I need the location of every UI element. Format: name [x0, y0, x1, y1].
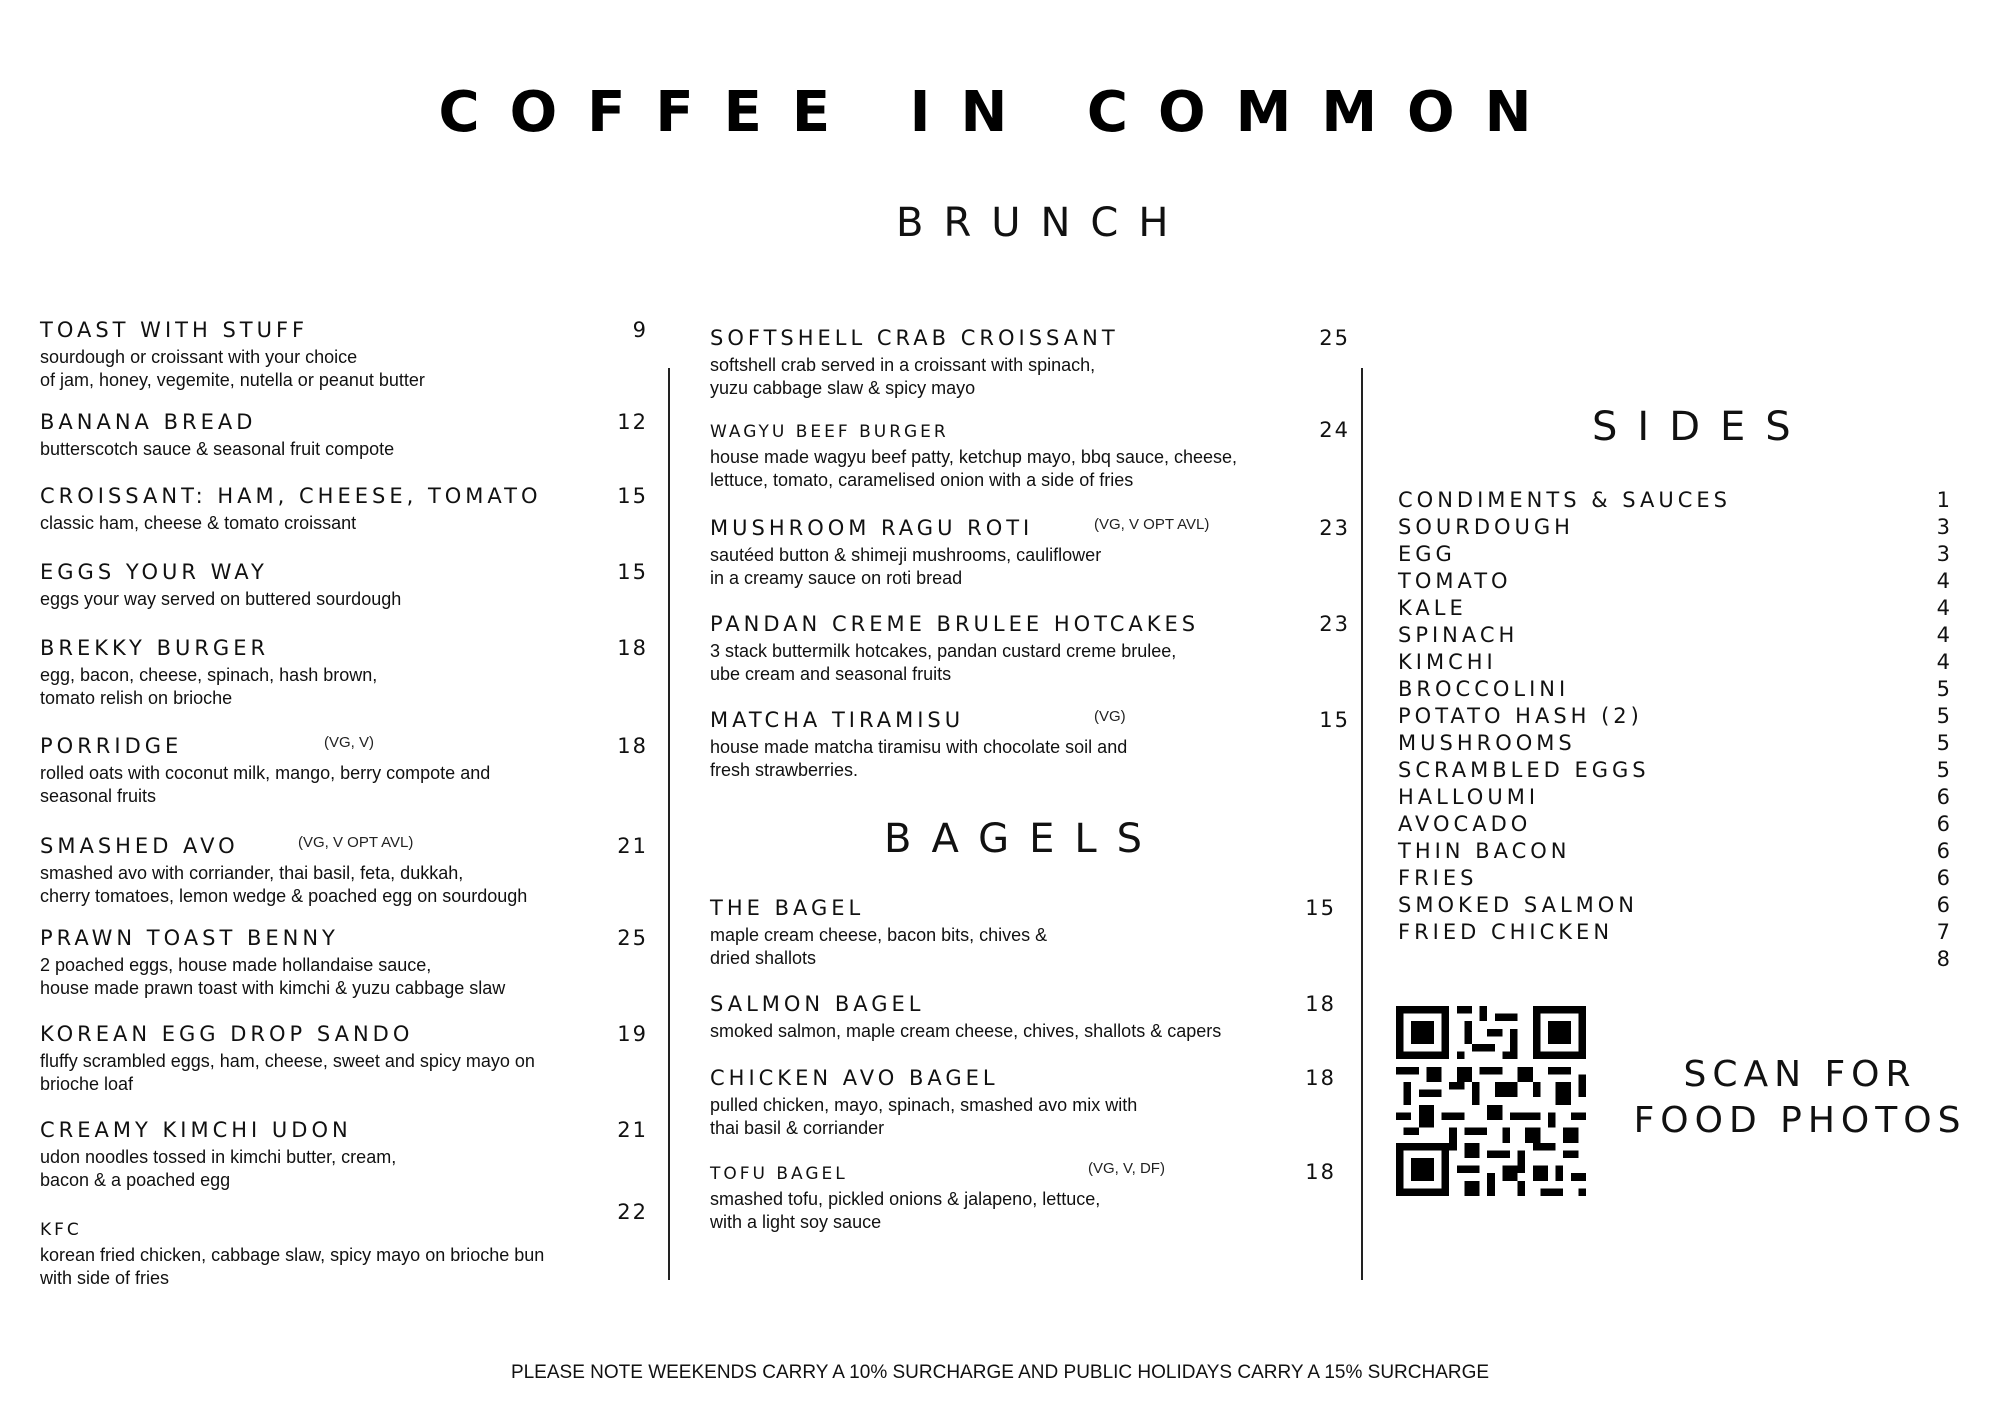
item-description: fluffy scrambled eggs, ham, cheese, sweet and spicy mayo on brioche loaf: [40, 1051, 535, 1094]
side-item: SCRAMBLED EGGS 5: [1398, 758, 1950, 782]
side-item: TOMATO 4: [1398, 569, 1950, 593]
side-item: MUSHROOMS 5: [1398, 731, 1950, 755]
item-name: CHICKEN AVO BAGEL: [710, 1066, 999, 1090]
side-item: AVOCADO 6: [1398, 812, 1950, 836]
item-price: 23: [1319, 516, 1350, 540]
item-price: 18: [1305, 1160, 1336, 1184]
item-price: 18: [1305, 992, 1336, 1016]
item-description: house made wagyu beef patty, ketchup mayo, bbq sauce, cheese, lettuce, tomato, caramelised onion with a side of fries: [710, 447, 1238, 490]
item-name: CREAMY KIMCHI UDON: [40, 1118, 352, 1142]
item-description: sourdough or croissant with your choice of jam, honey, vegemite, nutella or peanut butter: [40, 347, 425, 390]
item-price: 21: [617, 834, 648, 858]
item-price: 9: [632, 318, 648, 342]
item-name: PANDAN CREME BRULEE HOTCAKES: [710, 612, 1200, 636]
item-description: pulled chicken, mayo, spinach, smashed avo mix with thai basil & corriander: [710, 1095, 1138, 1138]
sides-list: [1398, 488, 1958, 974]
item-name: PORRIDGE: [40, 734, 183, 758]
item-price: 24: [1319, 418, 1350, 442]
column-divider-left: [668, 368, 670, 1280]
item-description: eggs your way served on buttered sourdough: [40, 589, 402, 609]
item-description: 2 poached eggs, house made hollandaise sauce, house made prawn toast with kimchi & yuzu cabbage slaw: [40, 955, 506, 998]
item-description: sautéed button & shimeji mushrooms, cauliflower in a creamy sauce on roti bread: [710, 545, 1102, 588]
item-name: SOFTSHELL CRAB CROISSANT: [710, 326, 1119, 350]
item-description: udon noodles tossed in kimchi butter, cream, bacon & a poached egg: [40, 1147, 397, 1190]
item-name: BREKKY BURGER: [40, 636, 270, 660]
dietary-tag: (VG, V): [324, 734, 375, 751]
item-name: MATCHA TIRAMISU: [710, 708, 965, 732]
dietary-tag: (VG, V, DF): [1088, 1160, 1165, 1177]
side-item: KALE 4: [1398, 596, 1950, 620]
dietary-tag: (VG, V OPT AVL): [298, 834, 414, 851]
dietary-tag: (VG, V OPT AVL): [1094, 516, 1210, 533]
side-item: BROCCOLINI 5: [1398, 677, 1950, 701]
item-description: rolled oats with coconut milk, mango, berry compote and seasonal fruits: [40, 763, 491, 806]
side-item: HALLOUMI 6: [1398, 785, 1950, 809]
item-name: THE BAGEL: [710, 896, 865, 920]
item-name: EGGS YOUR WAY: [40, 560, 268, 584]
item-description: classic ham, cheese & tomato croissant: [40, 513, 357, 533]
item-name: KOREAN EGG DROP SANDO: [40, 1022, 414, 1046]
item-price: 18: [617, 734, 648, 758]
item-price: 22: [617, 1200, 648, 1224]
brunch-heading: BRUNCH: [896, 200, 1189, 246]
item-description: korean fried chicken, cabbage slaw, spicy mayo on brioche bun with side of fries: [40, 1245, 545, 1288]
item-price: 12: [617, 410, 648, 434]
item-name: PRAWN TOAST BENNY: [40, 926, 339, 950]
dietary-tag: (VG): [1094, 708, 1126, 725]
side-item: THIN BACON 6: [1398, 839, 1950, 863]
side-item: FRIES 6: [1398, 866, 1950, 890]
side-item: POTATO HASH (2) 5: [1398, 704, 1950, 728]
item-price: 23: [1319, 612, 1350, 636]
side-item: CONDIMENTS & SAUCES 1: [1398, 488, 1950, 512]
bagels-heading: BAGELS: [884, 816, 1163, 862]
item-name: BANANA BREAD: [40, 410, 257, 434]
side-item: KIMCHI 4: [1398, 650, 1950, 674]
item-name: TOAST WITH STUFF: [40, 318, 309, 342]
item-description: house made matcha tiramisu with chocolate soil and fresh strawberries.: [710, 737, 1128, 780]
item-description: smashed avo with corriander, thai basil, feta, dukkah, cherry tomatoes, lemon wedge & poached egg on sourdough: [40, 863, 528, 906]
item-price: 15: [1319, 708, 1350, 732]
item-description: maple cream cheese, bacon bits, chives & dried shallots: [710, 925, 1048, 968]
item-price: 18: [1305, 1066, 1336, 1090]
item-price: 15: [617, 484, 648, 508]
side-item: 8: [1936, 947, 1950, 971]
side-item: EGG 3: [1398, 542, 1950, 566]
item-price: 19: [617, 1022, 648, 1046]
item-price: 21: [617, 1118, 648, 1142]
item-price: 15: [1305, 896, 1336, 920]
item-name: CROISSANT: HAM, CHEESE, TOMATO: [40, 484, 542, 508]
item-price: 18: [617, 636, 648, 660]
side-item: SPINACH 4: [1398, 623, 1950, 647]
restaurant-title: COFFEE IN COMMON: [438, 80, 1562, 145]
item-price: 15: [617, 560, 648, 584]
item-name: SMASHED AVO: [40, 834, 239, 858]
side-item: SOURDOUGH 3: [1398, 515, 1950, 539]
item-name: KFC: [40, 1220, 82, 1240]
side-item: SMOKED SALMON 6: [1398, 893, 1950, 917]
item-price: 25: [617, 926, 648, 950]
item-description: smoked salmon, maple cream cheese, chives, shallots & capers: [710, 1021, 1222, 1041]
item-description: egg, bacon, cheese, spinach, hash brown, tomato relish on brioche: [40, 665, 378, 708]
surcharge-note: PLEASE NOTE WEEKENDS CARRY A 10% SURCHARGE AND PUBLIC HOLIDAYS CARRY A 15% SURCHARGE: [510, 1362, 1490, 1383]
item-description: 3 stack buttermilk hotcakes, pandan custard creme brulee, ube cream and seasonal fruits: [710, 641, 1177, 684]
item-name: SALMON BAGEL: [710, 992, 925, 1016]
item-name: WAGYU BEEF BURGER: [710, 422, 949, 442]
qr-code-icon[interactable]: [1396, 1006, 1586, 1196]
item-description: smashed tofu, pickled onions & jalapeno, lettuce, with a light soy sauce: [710, 1189, 1101, 1232]
item-description: butterscotch sauce & seasonal fruit compote: [40, 439, 395, 459]
item-description: softshell crab served in a croissant with spinach, yuzu cabbage slaw & spicy mayo: [710, 355, 1096, 398]
side-item: FRIED CHICKEN 7: [1398, 920, 1950, 944]
column-divider-right: [1361, 368, 1363, 1280]
sides-heading: SIDES: [1592, 404, 1811, 450]
scan-for-photos-text: SCAN FOR FOOD PHOTOS: [1633, 1054, 1967, 1141]
item-name: MUSHROOM RAGU ROTI: [710, 516, 1034, 540]
item-name: TOFU BAGEL: [710, 1164, 848, 1184]
item-price: 25: [1319, 326, 1350, 350]
